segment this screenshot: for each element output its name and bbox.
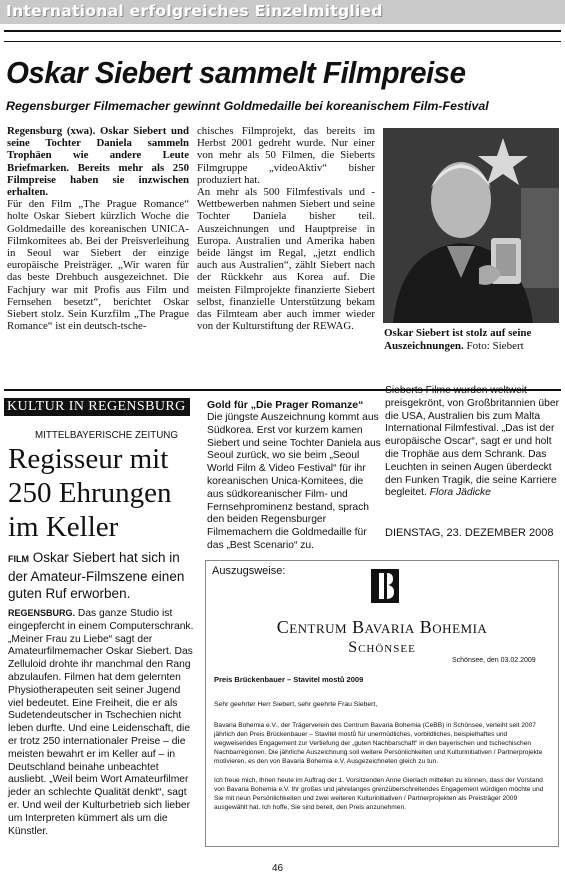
letter-org-name: Centrum Bavaria Bohemia xyxy=(276,617,488,637)
letter-paragraph-2: Ich freue mich, Ihnen heute im Auftrag der 1. Vorsitzenden Anne Gierlach mitteilen zu können, dass der Vorstand von Bavaria Bohemia e.V. Ihr großes und jahrelanges grenzüberschreitendes Engagement würdigen möchte und Sie mit neun Persönlichkeiten und zwei weiteren Kulturinitiativen / Partnerprojekten als Preisträger 2009 ausgewählt hat. Ich hoffe, Sie sind bereit, den Preis anzunehmen. xyxy=(214,777,544,811)
page-number: 46 xyxy=(272,863,284,874)
article2-body-tag: REGENSBURG. xyxy=(8,608,76,618)
letter-excerpt xyxy=(205,560,559,847)
article1-lead: Regensburg (xwa). Oskar Siebert und seine Tochter Daniela sammeln Trophäen wie andere Leute Briefmarken. Bereits mehr als 250 Filmpreise haben sie inzwischen erhalten. xyxy=(7,125,189,199)
top-rule xyxy=(4,30,561,32)
article2-body-text: Das ganze Studio ist eingepfercht in einem Computerschrank. „Meiner Frau zu Liebe“ sagt der Amateurfilmemacher Oskar Siebert. Das Zelluloid drohte ihr manchmal den Rang abzulaufen. Filmen hat dem gelernten Physiotherapeuten seit seiner Jugend viel bedeutet. Eine Freiheit, die er als Sudetendeutscher in Tschechien nicht leben durfte. Und eine Leidenschaft, die er trotz 250 internationaler Preise – die meisten bewahrt er im Keller auf – in Deutschland beinahe unbeachtet ausliebt. „Weil beim Wort Amateurfilmer jeder an schlechte Qualität denkt“, sagt er. Und weil der Kulturbetrieb sich lieber um Interpreten kümmert als um die Künstler. xyxy=(8,608,194,837)
article3-continuation xyxy=(385,385,560,500)
section-label: KULTUR IN REGENSBURG xyxy=(4,398,190,416)
photo-caption xyxy=(384,327,560,352)
article3-date: DIENSTAG, 23. DEZEMBER 2008 xyxy=(385,527,554,539)
portrait-illustration xyxy=(383,128,559,323)
article1-body-3: An mehr als 500 Filmfestivals und -Wettbewerben nahmen Siebert und seine Tochter Daniela bisher teil. Auszeichnungen und Hauptpreise in Europa. Australien und Amerika haben beide längst im Regal, „jetzt endlich auch aus Australien“, zählt Siebert nach der Rückkehr aus Korea auf. Die meisten Filmprojekte finanzierte Siebert selbst, finanzielle Unterstützung bekam das Filmteam aber auch immer wieder von der Kulturstiftung der REWAG. xyxy=(197,186,375,333)
article2-sub-tag: FILM xyxy=(8,554,29,564)
article3-title: Gold für „Die Prager Romanze“ xyxy=(207,399,364,411)
top-rule-2 xyxy=(4,41,561,42)
letter-label: Auszugsweise: xyxy=(212,565,286,577)
caption-text: Oskar Siebert ist stolz auf seine Auszeichnungen. xyxy=(384,327,532,352)
article1-body-2: chisches Filmprojekt, das bereits im Herbst 2001 gedreht wurde. Nur einer von mehr als 50 Filmen, die Sieberts Filmgruppe „videoAktiv“ bisher produziert hat. xyxy=(197,125,375,186)
letter-date: Schönsee, den 03.02.2009 xyxy=(452,657,536,664)
article1-body-1: Für den Film „The Prague Romance“ holte Oskar Siebert kürzlich Woche die Goldmedaille des koreanischen UNICA-Filmkomitees ab. Bei der Preisverleihung in Seoul war Siebert der einzige europäische Preisträger. „Wir waren für das beste Drehbuch ausgezeichnet. Die Fachjury war mit Profis aus Film und Fernsehen besetzt“, berichtet Oskar Siebert stolz. Sein Kurzfilm „The Prague Romance“ ist ein deutsch-tsche- xyxy=(7,198,189,333)
cebb-logo xyxy=(371,569,399,603)
caption-credit: Foto: Siebert xyxy=(463,339,524,352)
article3-author: Flora Jädicke xyxy=(429,487,491,499)
article2-sub-text: Oskar Siebert hat sich in der Amateur-Filmszene einen guten Ruf erworben. xyxy=(8,550,185,601)
banner-title: International erfolgreiches Einzelmitglied xyxy=(6,2,383,20)
letter-paragraph-1: Bavaria Bohemia e.V., der Trägerverein des Centrum Bavaria Bohemia (CeBB) in Schönsee, verleiht seit 2007 jährlich den Preis Brückenbauer – Stavitel mostů für unermüdliches, vorbildliches, beispielhaftes und wegweisendes Engagement zur Vertiefung der „guten Nachbarschaft“ in den bayerischen und tschechischen Nachbarregionen. Die jährliche Auszeichnung soll weitere Persönlichkeiten und Kulturinitiativen / Partnerprojekte motivieren, es den von Bavaria Bohemia e.V. Ausgezeichneten gleich zu tun. xyxy=(214,722,543,765)
cebb-logo-icon xyxy=(371,569,399,603)
article2-body xyxy=(8,607,194,838)
letter-salutation: Sehr geehrter Herr Siebert, sehr geehrte Frau Siebert, xyxy=(214,701,378,708)
article3-body-cont: Sieberts Filme wurden weltweit preisgekrönt, von Großbritannien über die USA, Australien bis zum Malta International Filmfestival. „Das ist der europäische Oscar“, sagt er und holt die Trophäe aus dem Schrank. Das Leuchten in seinen Augen überdeckt den Funken Tragik, die seine Karriere begleitet. xyxy=(385,385,559,499)
article1-headline: Oskar Siebert sammelt Filmpreise xyxy=(6,55,466,90)
article1-column-2 xyxy=(197,125,375,332)
article1-column-1 xyxy=(7,125,189,332)
newspaper-name: MITTELBAYERISCHE ZEITUNG xyxy=(35,430,178,441)
article3-body: Die jüngste Auszeichnung kommt aus Südkorea. Erst vor kurzem kamen Siebert und seine Tochter Daniela aus Seoul zurück, wo sie beim „Seoul World Film & Video Festival“ für ihr koreanischen Unica-Komitees, die aus südkoreanischer Film- und Fernsehprominenz bestand, sprach den beiden Regensburger Filmemachern die Goldmedaille für das „Best Scenario“ zu. xyxy=(207,412,381,551)
article2-subheadline xyxy=(8,549,196,602)
letter-subject: Preis Brückenbauer – Stavitel mostů 2009 xyxy=(214,675,364,684)
portrait-photo xyxy=(383,128,559,323)
article1-subheadline: Regensburger Filmemacher gewinnt Goldmedaille bei koreanischem Film-Festival xyxy=(6,99,489,113)
article2-headline: Regisseur mit 250 Ehrungen im Keller xyxy=(8,443,172,543)
letter-org-town: Schönsee xyxy=(348,639,416,656)
